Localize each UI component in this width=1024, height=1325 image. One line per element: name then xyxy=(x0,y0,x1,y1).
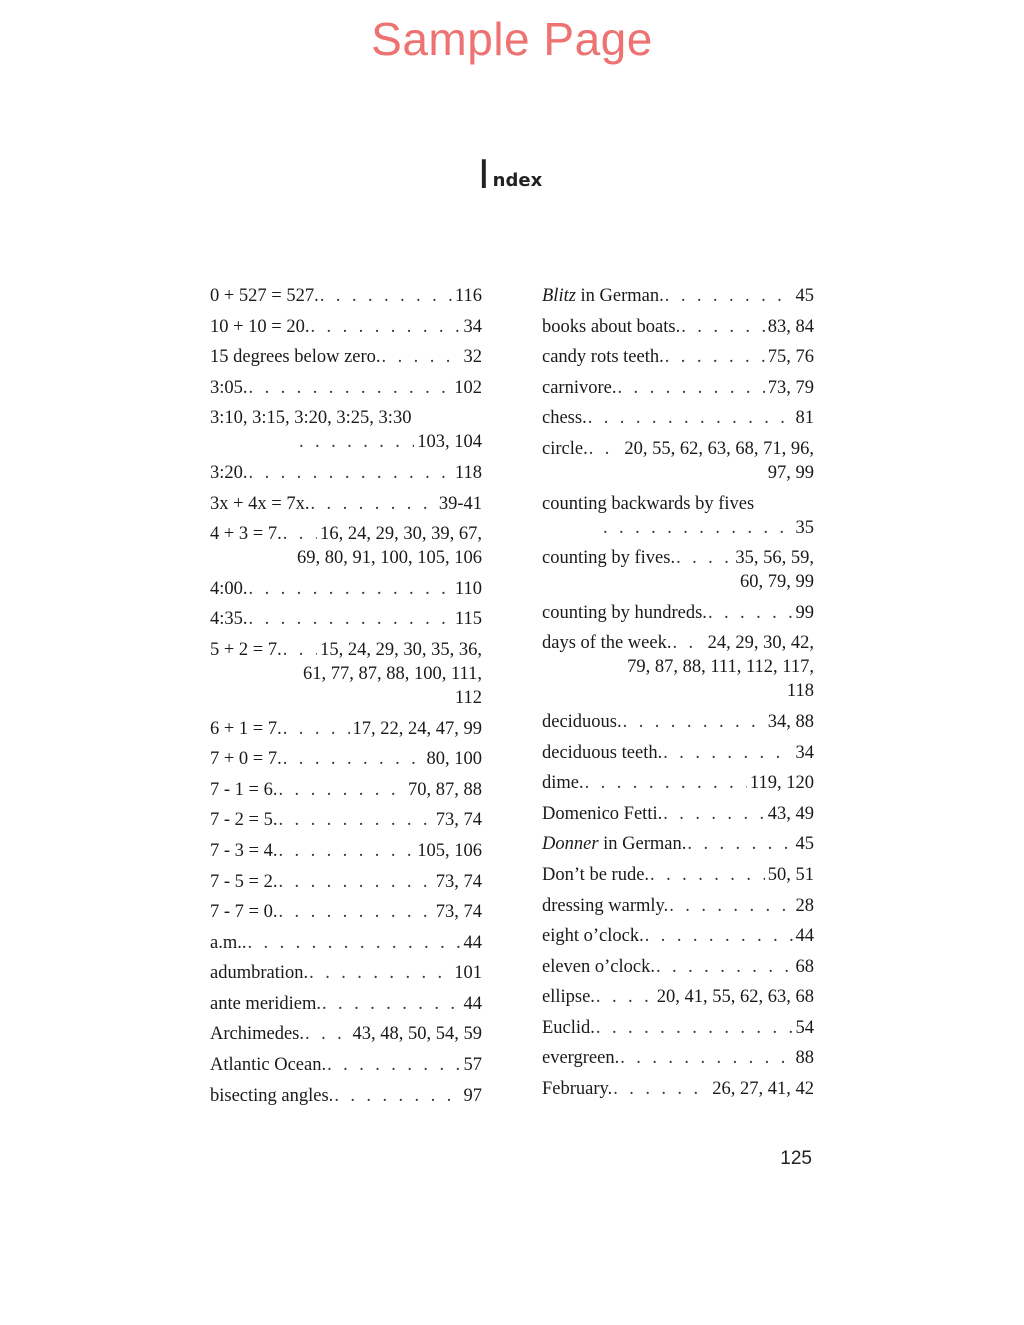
index-term: candy rots teeth. xyxy=(542,347,664,368)
dot-leader xyxy=(283,522,317,546)
index-entry xyxy=(210,406,482,454)
index-pages-continued: 118 xyxy=(786,681,814,702)
index-term: counting backwards by fives xyxy=(542,493,755,514)
index-term: books about boats. xyxy=(542,316,681,337)
dot-leader xyxy=(676,546,732,570)
index-entry xyxy=(542,284,814,308)
index-term: 7 - 2 = 5. xyxy=(210,810,278,831)
index-pages-continued: 60, 79, 99 xyxy=(740,572,814,593)
index-term: eight o’clock. xyxy=(542,926,644,947)
dot-leader xyxy=(247,931,460,955)
dot-leader xyxy=(617,376,764,400)
index-term: circle. xyxy=(542,438,588,459)
index-entry xyxy=(542,345,814,369)
dot-leader xyxy=(283,717,350,741)
index-entry xyxy=(210,1053,482,1077)
dot-leader xyxy=(650,863,765,887)
index-pages: 115 xyxy=(454,609,482,630)
dot-leader xyxy=(278,778,405,802)
index-pages: 20, 41, 55, 62, 63, 68 xyxy=(656,987,814,1008)
index-pages: 35 xyxy=(795,517,814,538)
index-entry xyxy=(542,315,814,339)
index-pages: 102 xyxy=(454,377,482,398)
index-pages-continued: 79, 87, 88, 111, 112, 117, xyxy=(627,657,814,678)
index-pages: 75, 76 xyxy=(767,347,814,368)
dot-leader xyxy=(585,771,747,795)
index-pages: 20, 55, 62, 63, 68, 71, 96, xyxy=(624,438,814,459)
index-term: Atlantic Ocean. xyxy=(210,1055,327,1076)
index-pages: 44 xyxy=(463,993,482,1014)
index-pages-continued: 69, 80, 91, 100, 105, 106 xyxy=(297,548,482,569)
index-column-left xyxy=(210,284,482,1114)
index-heading-initial: I xyxy=(478,150,490,197)
index-entry xyxy=(210,808,482,832)
index-term: 4 + 3 = 7. xyxy=(210,524,282,545)
dot-leader xyxy=(334,1084,460,1108)
index-term: 4:35. xyxy=(210,609,248,630)
index-pages: 26, 27, 41, 42 xyxy=(712,1079,814,1100)
index-pages: 97 xyxy=(463,1085,482,1106)
index-pages: 44 xyxy=(795,926,814,947)
index-term-rest: in German. xyxy=(598,834,687,855)
dot-leader xyxy=(278,900,432,924)
dot-leader xyxy=(623,710,765,734)
index-entry xyxy=(542,924,814,948)
index-term xyxy=(542,284,664,308)
index-entry xyxy=(542,955,814,979)
index-entry xyxy=(210,931,482,955)
index-term: a.m.. xyxy=(210,932,247,953)
index-term: days of the week. xyxy=(542,633,672,654)
index-pages: 15, 24, 29, 30, 35, 36, xyxy=(320,639,482,660)
index-term: Archimedes. xyxy=(210,1024,305,1045)
index-pages: 116 xyxy=(454,286,482,306)
sample-page-watermark: Sample Page xyxy=(371,13,653,65)
index-entry xyxy=(542,832,814,856)
index-entry xyxy=(210,1022,482,1046)
index-pages: 73, 74 xyxy=(435,902,482,923)
index-entry xyxy=(210,315,482,339)
index-term: chess. xyxy=(542,408,587,429)
index-entry xyxy=(210,778,482,802)
page-number: 125 xyxy=(780,1148,812,1169)
index-pages: 24, 29, 30, 42, xyxy=(707,633,814,654)
index-entry xyxy=(210,522,482,570)
index-pages: 88 xyxy=(795,1048,814,1069)
index-term: 5 + 2 = 7. xyxy=(210,639,282,660)
index-term: evergreen. xyxy=(542,1048,620,1069)
index-pages: 45 xyxy=(795,286,814,306)
index-term: 10 + 10 = 20. xyxy=(210,316,310,337)
index-term: Domenico Fetti. xyxy=(542,803,663,824)
dot-leader xyxy=(656,955,793,979)
dot-leader xyxy=(305,1022,349,1046)
dot-leader xyxy=(311,492,436,516)
index-term: 3:05. xyxy=(210,377,248,398)
dot-leader xyxy=(596,1016,793,1040)
index-pages: 28 xyxy=(795,895,814,916)
index-entry xyxy=(542,492,814,540)
index-pages: 119, 120 xyxy=(749,773,814,794)
index-entry xyxy=(210,345,482,369)
index-entry xyxy=(542,1077,814,1101)
index-entry xyxy=(542,894,814,918)
index-entry xyxy=(210,492,482,516)
index-term: 6 + 1 = 7. xyxy=(210,718,282,739)
index-entry xyxy=(542,741,814,765)
dot-leader xyxy=(588,406,793,430)
index-pages: 81 xyxy=(795,408,814,429)
dot-leader xyxy=(663,802,765,826)
dot-leader xyxy=(327,1053,460,1077)
index-pages: 80, 100 xyxy=(426,749,482,770)
index-term: adumbration. xyxy=(210,963,309,984)
dot-leader xyxy=(249,607,452,631)
dot-leader xyxy=(672,631,704,655)
dot-leader xyxy=(382,345,461,369)
dot-leader xyxy=(645,924,793,948)
index-entry xyxy=(210,992,482,1016)
index-pages-continued: 61, 77, 87, 88, 100, 111, xyxy=(302,663,482,684)
index-term: 7 - 1 = 6. xyxy=(210,779,278,800)
index-term: eleven o’clock. xyxy=(542,956,655,977)
index-pages: 57 xyxy=(463,1055,482,1076)
dot-leader xyxy=(320,284,452,308)
dot-leader xyxy=(249,376,452,400)
index-pages: 110 xyxy=(454,578,482,599)
dot-leader xyxy=(283,747,424,771)
index-term: 3:10, 3:15, 3:20, 3:25, 3:30 xyxy=(210,408,412,429)
index-entry xyxy=(210,607,482,631)
index-pages: 45 xyxy=(795,834,814,855)
index-entry xyxy=(210,747,482,771)
index-pages: 99 xyxy=(795,602,814,623)
index-entry xyxy=(542,710,814,734)
index-entry xyxy=(210,900,482,924)
index-entry xyxy=(210,461,482,485)
index-term: dime. xyxy=(542,773,584,794)
index-term: 7 - 5 = 2. xyxy=(210,871,278,892)
index-term: February. xyxy=(542,1079,613,1100)
dot-leader xyxy=(669,894,792,918)
index-term: Euclid. xyxy=(542,1017,595,1038)
index-entry xyxy=(542,601,814,625)
index-pages: 17, 22, 24, 47, 99 xyxy=(352,718,482,739)
index-heading-rest: ndex xyxy=(492,170,543,191)
index-pages: 43, 49 xyxy=(767,803,814,824)
index-term: carnivore. xyxy=(542,377,617,398)
index-pages: 34 xyxy=(795,742,814,763)
index-pages: 70, 87, 88 xyxy=(408,779,482,800)
index-entry xyxy=(542,802,814,826)
index-term xyxy=(542,832,686,856)
index-term: bisecting angles. xyxy=(210,1085,334,1106)
index-entry xyxy=(210,717,482,741)
index-entry xyxy=(542,1046,814,1070)
dot-leader xyxy=(589,437,622,461)
index-term: ellipse. xyxy=(542,987,595,1008)
index-pages: 118 xyxy=(454,462,482,483)
dot-leader xyxy=(311,315,461,339)
index-entry xyxy=(542,406,814,430)
index-pages: 32 xyxy=(463,347,482,368)
dot-leader xyxy=(708,601,793,625)
index-pages: 83, 84 xyxy=(767,316,814,337)
index-pages: 16, 24, 29, 30, 39, 67, xyxy=(320,524,482,545)
index-heading xyxy=(478,150,543,197)
index-term: 7 + 0 = 7. xyxy=(210,749,282,770)
index-entry xyxy=(210,1084,482,1108)
index-pages: 50, 51 xyxy=(767,864,814,885)
index-term: deciduous teeth. xyxy=(542,742,663,763)
index-term: 15 degrees below zero. xyxy=(210,347,381,368)
index-term: 3:20. xyxy=(210,462,248,483)
dot-leader xyxy=(322,992,461,1016)
dot-leader xyxy=(620,1046,792,1070)
dot-leader xyxy=(596,985,654,1009)
index-term: 4:00. xyxy=(210,578,248,599)
index-pages: 54 xyxy=(795,1017,814,1038)
dot-leader xyxy=(278,870,432,894)
index-entry xyxy=(542,863,814,887)
index-term: 7 - 3 = 4. xyxy=(210,840,278,861)
index-entry xyxy=(542,771,814,795)
index-term: deciduous. xyxy=(542,711,622,732)
index-term: ante meridiem. xyxy=(210,993,321,1014)
index-term-italic: Blitz xyxy=(542,286,576,306)
index-pages: 39-41 xyxy=(438,493,482,514)
index-entry xyxy=(210,577,482,601)
index-pages: 68 xyxy=(795,956,814,977)
index-pages: 73, 74 xyxy=(435,810,482,831)
index-column-right xyxy=(542,284,814,1108)
index-entry xyxy=(542,546,814,594)
index-term: counting by hundreds. xyxy=(542,602,707,623)
index-entry xyxy=(210,961,482,985)
dot-leader xyxy=(603,516,793,540)
dot-leader xyxy=(249,461,452,485)
index-pages: 34 xyxy=(463,316,482,337)
index-pages: 101 xyxy=(454,963,482,984)
index-entry xyxy=(542,631,814,703)
dot-leader xyxy=(309,961,451,985)
dot-leader xyxy=(249,577,452,601)
index-entry xyxy=(210,376,482,400)
index-pages: 73, 79 xyxy=(767,377,814,398)
index-pages: 44 xyxy=(463,932,482,953)
index-pages: 35, 56, 59, xyxy=(735,548,814,569)
dot-leader xyxy=(681,315,765,339)
dot-leader xyxy=(613,1077,709,1101)
index-entry xyxy=(210,284,482,308)
index-term: counting by fives. xyxy=(542,548,676,569)
dot-leader xyxy=(663,741,792,765)
dot-leader xyxy=(665,345,765,369)
index-entry xyxy=(210,638,482,710)
dot-leader xyxy=(283,638,317,662)
dot-leader xyxy=(665,284,793,308)
dot-leader xyxy=(278,839,414,863)
index-pages: 43, 48, 50, 54, 59 xyxy=(352,1024,482,1045)
index-entry xyxy=(210,870,482,894)
dot-leader xyxy=(687,832,792,856)
index-term: 7 - 7 = 0. xyxy=(210,902,278,923)
index-pages-continued: 97, 99 xyxy=(767,462,814,483)
index-term: 3x + 4x = 7x. xyxy=(210,493,310,514)
index-entry xyxy=(542,437,814,485)
index-pages: 105, 106 xyxy=(417,840,482,861)
index-term: dressing warmly. xyxy=(542,895,669,916)
index-term: Don’t be rude. xyxy=(542,864,650,885)
index-entry xyxy=(542,376,814,400)
index-pages: 103, 104 xyxy=(417,432,482,453)
index-term-rest: in German. xyxy=(575,286,664,306)
index-entry xyxy=(542,1016,814,1040)
dot-leader xyxy=(299,430,414,454)
index-pages-continued: 112 xyxy=(454,687,482,708)
index-pages: 73, 74 xyxy=(435,871,482,892)
index-entry xyxy=(542,985,814,1009)
index-pages: 34, 88 xyxy=(767,711,814,732)
index-entry xyxy=(210,839,482,863)
index-term-italic: Donner xyxy=(542,834,599,855)
dot-leader xyxy=(278,808,432,832)
index-term: 0 + 527 = 527. xyxy=(210,286,319,306)
